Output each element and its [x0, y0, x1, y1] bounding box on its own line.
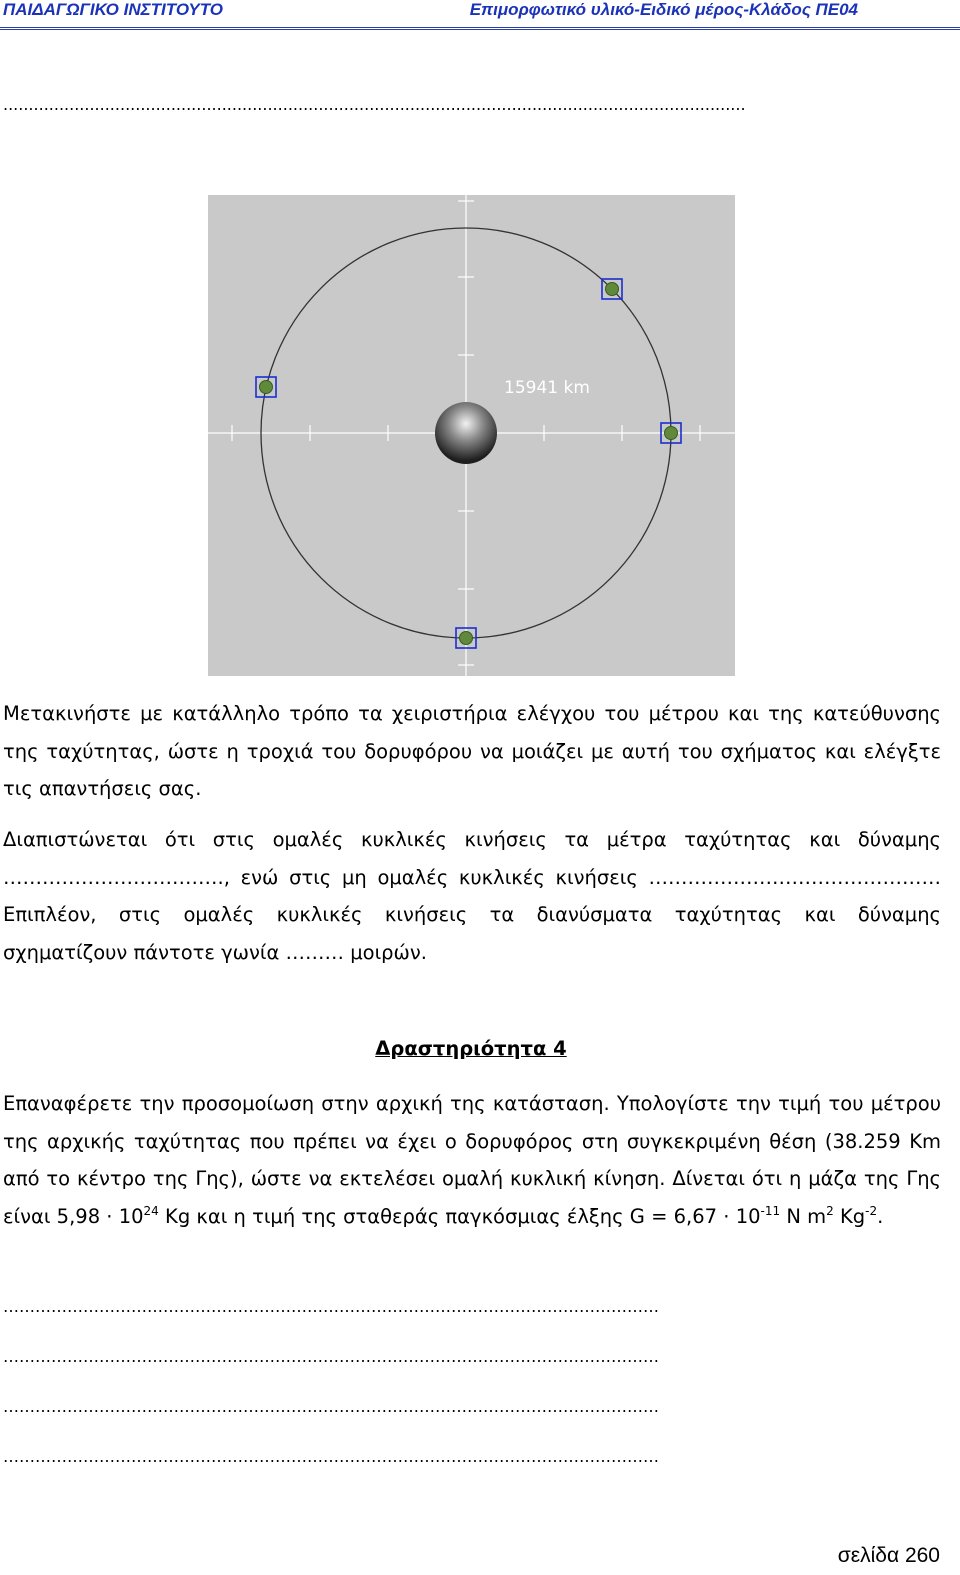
page-header — [0, 0, 960, 30]
power-exponent: -11 — [760, 1203, 781, 1218]
satellite-icon[interactable] — [661, 423, 681, 443]
answer-line[interactable]: …………………………………………………………………………………………………………… — [3, 1398, 659, 1416]
activity-text-1: Επαναφέρετε την προσομοίωση στην αρχική της κατάσταση. Υπολογίστε την τιμή του μέτρου της αρχικής ταχύτητας που πρέπει να έχει ο δορυφόρος στη συγκεκριμένη θέση (38.259 Km από το κέντρο της Γης), ώστε να εκτελέσει ομαλή κυκλική κίνηση. Δίνεται ότι η μάζα της Γης είναι 5,98 — [3, 1092, 941, 1228]
sentence-end: . — [877, 1204, 884, 1228]
power-exponent: 24 — [143, 1203, 159, 1218]
fill-in-paragraph — [3, 821, 941, 971]
activity-text — [3, 1085, 941, 1235]
answer-line[interactable]: …………………………………………………………………………………………………………… — [3, 1298, 659, 1316]
answer-blank[interactable]: ……… — [285, 940, 345, 964]
header-institute: ΠΑΙΔΑΓΩΓΙΚΟ ΙΝΣΤΙΤΟΥΤΟ — [3, 0, 224, 19]
answer-blank[interactable]: …………………………… — [3, 865, 218, 889]
satellite-icon[interactable] — [256, 377, 276, 397]
top-dotted-line: .................................................................................................................................................. — [3, 96, 746, 114]
answer-line[interactable]: …………………………………………………………………………………………………………… — [3, 1348, 659, 1366]
orbit-simulation — [208, 195, 735, 676]
power-base: 10 — [735, 1204, 761, 1228]
distance-label: 15941 km — [504, 378, 590, 398]
dot-operator: · — [100, 1204, 119, 1228]
power-base: 10 — [118, 1204, 144, 1228]
unit-exponent: -2 — [865, 1203, 878, 1218]
answer-blank[interactable]: ……………………………………… — [648, 865, 941, 889]
activity-text-2: Kg και η τιμή της σταθεράς παγκόσμιας έλξης G = 6,67 — [158, 1204, 718, 1228]
instructions-text: Μετακινήστε με κατάλληλο τρόπο τα χειριστήρια ελέγχου του μέτρου και της κατεύθυνσης της ταχύτητας, ώστε η τροχιά του δορυφόρου να μοιάζει με αυτή του σχήματος και ελέγξτε τις απαντήσεις σας. — [3, 702, 941, 801]
unit-text: Kg — [833, 1204, 866, 1228]
fill-line-2-text: ., ενώ στις μη ομαλές κυκλικές κινήσεις — [217, 865, 649, 889]
orbit-diagram — [208, 195, 735, 676]
activity-title: Δραστηριότητα 4 — [375, 1037, 567, 1060]
dot-operator: · — [717, 1204, 736, 1228]
instructions-paragraph — [3, 695, 941, 808]
fill-line-4 — [3, 934, 941, 972]
satellite-icon[interactable] — [456, 628, 476, 648]
fill-line-1: Διαπιστώνεται ότι στις ομαλές κυκλικές κινήσεις τα μέτρα ταχύτητας και δύναμης — [3, 828, 941, 851]
fill-line-4-text: σχηματίζουν πάντοτε γωνία — [3, 940, 286, 964]
earth-icon — [435, 402, 497, 464]
answer-line[interactable]: …………………………………………………………………………………………………………… — [3, 1448, 659, 1466]
fill-line-3: Επιπλέον, στις ομαλές κυκλικές κινήσεις τα διανύσματα ταχύτητας και δύναμης — [3, 903, 941, 927]
fill-line-4-end: μοιρών. — [344, 940, 427, 964]
page-number: σελίδα 260 — [837, 1544, 940, 1567]
activity-paragraph — [3, 1085, 941, 1235]
fill-line-2 — [3, 859, 941, 897]
unit-exponent: 2 — [826, 1203, 834, 1218]
header-subtitle: Επιμορφωτικό υλικό-Ειδικό μέρος-Κλάδος ΠΕ04 — [469, 0, 858, 19]
unit-text: N m — [780, 1204, 827, 1228]
